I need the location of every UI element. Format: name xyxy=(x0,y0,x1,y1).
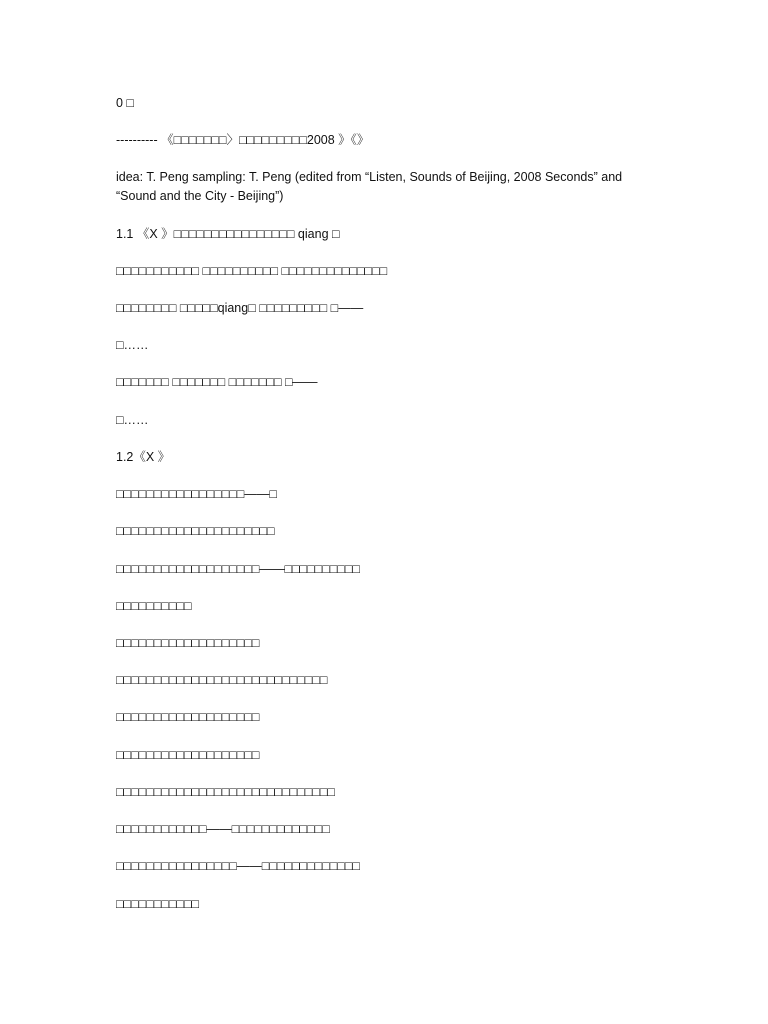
text-line: □…… xyxy=(116,338,149,352)
heading-1-2: 1.2《X 》 xyxy=(116,450,171,464)
title-line: ---------- 《□□□□□□□〉□□□□□□□□□2008 》《》 xyxy=(116,133,370,147)
text-line: □□□□□□□□□□□ □□□□□□□□□□ □□□□□□□□□□□□□□ xyxy=(116,264,388,278)
text-line: □□□□□□□□□□ xyxy=(116,599,192,613)
text-line: □□□□□□□□□□□□——□□□□□□□□□□□□□ xyxy=(116,822,330,836)
text-line: □□□□□□□□□□□□□□□□□□□ xyxy=(116,748,260,762)
text-line: □□□□□□□□ □□□□□qiang□ □□□□□□□□□ □—— xyxy=(116,301,364,315)
text-line: □□□□□□□□□□□□□□□□□□□——□□□□□□□□□□ xyxy=(116,562,360,576)
text-line: □□□□□□□□□□□□□□□□□——□ xyxy=(116,487,277,501)
section-number: 0 □ xyxy=(116,96,134,110)
heading-1-1: 1.1 《X 》□□□□□□□□□□□□□□□□ qiang □ xyxy=(116,227,340,241)
text-line: □□□□□□□□□□□□□□□□——□□□□□□□□□□□□□ xyxy=(116,859,360,873)
text-line: □…… xyxy=(116,413,149,427)
text-line: □□□□□□□ □□□□□□□ □□□□□□□ □—— xyxy=(116,375,318,389)
text-line: □□□□□□□□□□□□□□□□□□□□□ xyxy=(116,524,275,538)
text-line: □□□□□□□□□□□□□□□□□□□ xyxy=(116,636,260,650)
text-line: □□□□□□□□□□□□□□□□□□□ xyxy=(116,710,260,724)
credits-line: idea: T. Peng sampling: T. Peng (edited from “Listen, Sounds of Beijing, 2008 Seconds” and “Sound and the City - Beijing”) xyxy=(116,170,623,203)
text-line: □□□□□□□□□□□□□□□□□□□□□□□□□□□□ xyxy=(116,673,328,687)
text-line: □□□□□□□□□□□□□□□□□□□□□□□□□□□□□ xyxy=(116,785,335,799)
text-line: □□□□□□□□□□□ xyxy=(116,897,200,911)
